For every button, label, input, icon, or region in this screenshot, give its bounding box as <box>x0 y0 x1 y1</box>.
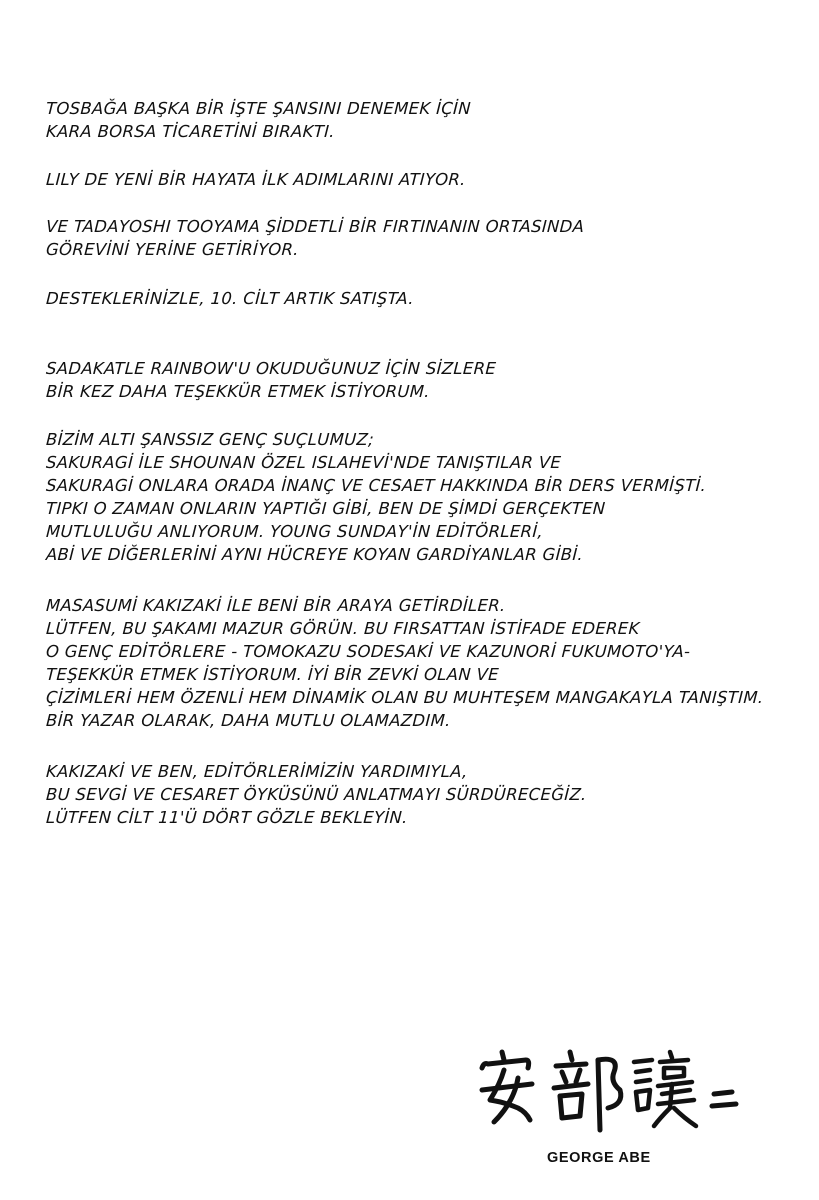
paragraph-6 <box>46 428 706 566</box>
text-line: ÇİZİMLERİ HEM ÖZENLİ HEM DİNAMİK OLAN BU MUHTEŞEM MANGAKAYLA TANIŞTIM. <box>45 688 764 707</box>
paragraph-4 <box>46 287 414 310</box>
text-line: MUTLULUĞU ANLIYORUM. YOUNG SUNDAY'İN EDİTÖRLERİ, <box>45 522 544 541</box>
paragraph-8 <box>46 760 587 829</box>
text-line: GÖREVİNİ YERİNE GETİRİYOR. <box>45 240 300 259</box>
text-line: LÜTFEN CİLT 11'Ü DÖRT GÖZLE BEKLEYİN. <box>45 808 409 827</box>
text-line: O GENÇ EDİTÖRLERE - TOMOKAZU SODESAKİ VE KAZUNORİ FUKUMOTO'YA- <box>45 642 691 661</box>
text-line: LILY DE YENİ BİR HAYATA İLK ADIMLARINI ATIYOR. <box>45 170 467 189</box>
text-line: ABİ VE DİĞERLERİNİ AYNI HÜCREYE KOYAN GARDİYANLAR GİBİ. <box>45 545 584 564</box>
text-line: BİR KEZ DAHA TEŞEKKÜR ETMEK İSTİYORUM. <box>45 382 431 401</box>
paragraph-7 <box>46 594 763 732</box>
text-line: TIPKI O ZAMAN ONLARIN YAPTIĞI GİBİ, BEN DE ŞİMDİ GERÇEKTEN <box>45 499 606 518</box>
text-line: TOSBAĞA BAŞKA BİR İŞTE ŞANSINI DENEMEK İÇİN <box>45 99 472 118</box>
text-line: KAKIZAKİ VE BEN, EDİTÖRLERİMİZİN YARDIMIYLA, <box>45 762 469 781</box>
text-line: VE TADAYOSHI TOOYAMA ŞİDDETLİ BİR FIRTINANIN ORTASINDA <box>45 217 585 236</box>
text-line: LÜTFEN, BU ŞAKAMI MAZUR GÖRÜN. BU FIRSATTAN İSTİFADE EDEREK <box>45 619 641 638</box>
paragraph-2 <box>46 168 466 191</box>
text-line: SADAKATLE RAINBOW'U OKUDUĞUNUZ İÇİN SİZLERE <box>45 359 497 378</box>
author-name: GEORGE ABE <box>547 1150 651 1166</box>
paragraph-5 <box>46 357 496 403</box>
text-line: KARA BORSA TİCARETİNİ BIRAKTI. <box>45 122 336 141</box>
text-line: BİZİM ALTI ŞANSSIZ GENÇ SUÇLUMUZ; <box>45 430 375 449</box>
text-line: MASASUMİ KAKIZAKİ İLE BENİ BİR ARAYA GETİRDİLER. <box>45 596 507 615</box>
paragraph-3 <box>46 215 584 261</box>
paragraph-1 <box>46 97 471 143</box>
text-line: BİR YAZAR OLARAK, DAHA MUTLU OLAMAZDIM. <box>45 711 452 730</box>
text-line: DESTEKLERİNİZLE, 10. CİLT ARTIK SATIŞTA. <box>45 289 415 308</box>
handwritten-signature <box>474 1038 744 1138</box>
text-line: SAKURAGİ İLE SHOUNAN ÖZEL ISLAHEVİ'NDE TANIŞTILAR VE <box>45 453 562 472</box>
text-line: TEŞEKKÜR ETMEK İSTİYORUM. İYİ BİR ZEVKİ OLAN VE <box>45 665 500 684</box>
text-line: BU SEVGİ VE CESARET ÖYKÜSÜNÜ ANLATMAYI SÜRDÜRECEĞİZ. <box>45 785 588 804</box>
text-line: SAKURAGİ ONLARA ORADA İNANÇ VE CESAET HAKKINDA BİR DERS VERMİŞTİ. <box>45 476 707 495</box>
